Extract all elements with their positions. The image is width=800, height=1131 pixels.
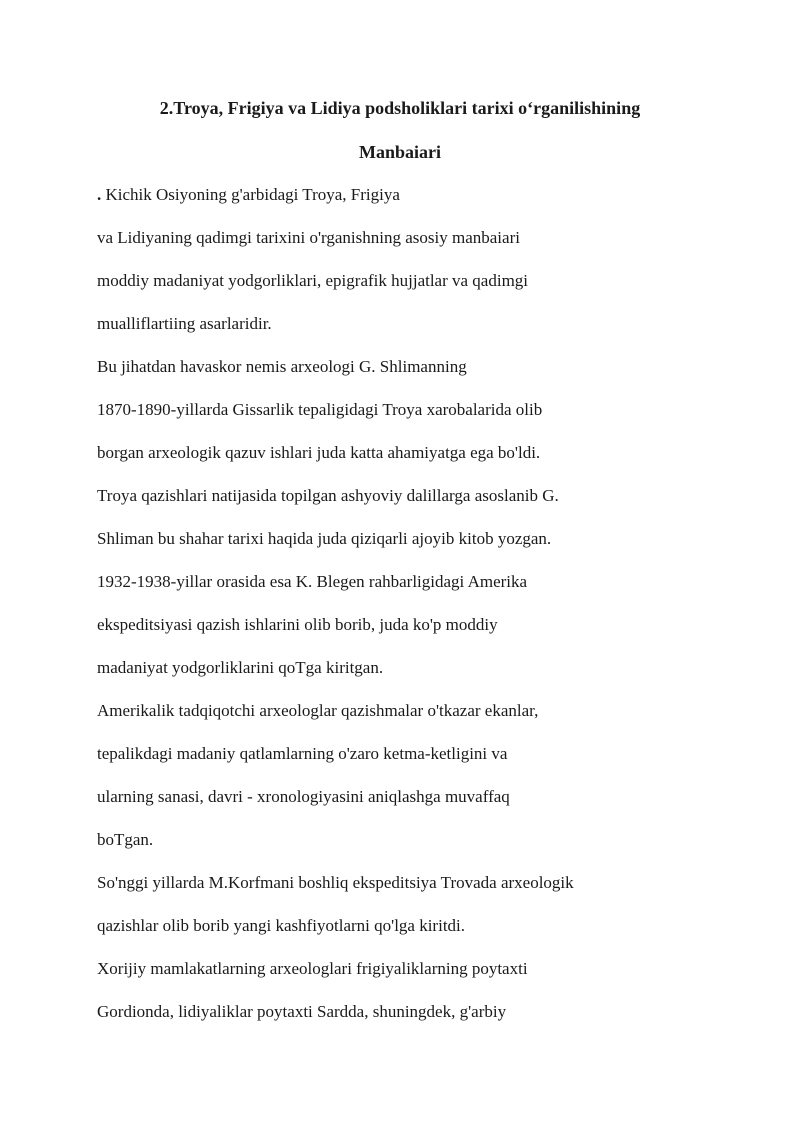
paragraph-line-14: tepalikdagi madaniy qatlamlarning o'zaro ketma-ketligini va	[97, 744, 508, 763]
paragraph-line-11: ekspeditsiyasi qazish ishlarini olib borib, juda ko'p moddiy	[97, 615, 498, 634]
document-title-line-1: 2.Troya, Frigiya va Lidiya podsholiklari tarixi o‘rganilishining	[159, 98, 641, 118]
paragraph-line-9: Shliman bu shahar tarixi haqida juda qiziqarli ajoyib kitob yozgan.	[97, 529, 552, 548]
paragraph-line-4: mualliflartiing asarlaridir.	[97, 314, 272, 333]
paragraph-line-1-text: Kichik Osiyoning g'arbidagi Troya, Frigiya	[101, 185, 400, 204]
paragraph-line-12: madaniyat yodgorliklarini qoTga kiritgan.	[97, 658, 384, 677]
document-title-line-2: Manbaiari	[358, 142, 441, 162]
lead-marker: .	[97, 185, 102, 204]
paragraph-line-5: Bu jihatdan havaskor nemis arxeologi G. Shlimanning	[97, 357, 467, 376]
paragraph-line-15: ularning sanasi, davri - xronologiyasini aniqlashga muvaffaq	[97, 787, 510, 806]
paragraph-line-17: So'nggi yillarda M.Korfmani boshliq ekspeditsiya Trovada arxeologik	[97, 873, 574, 892]
paragraph-line-2: va Lidiyaning qadimgi tarixini o'rganishning asosiy manbaiari	[97, 228, 520, 247]
paragraph-line-3: moddiy madaniyat yodgorliklari, epigrafik hujjatlar va qadimgi	[97, 271, 529, 290]
paragraph-line-1	[97, 184, 400, 206]
paragraph-line-10: 1932-1938-yillar orasida esa K. Blegen rahbarligidagi Amerika	[97, 572, 528, 591]
paragraph-line-13: Amerikalik tadqiqotchi arxeologlar qazishmalar o'tkazar ekanlar,	[97, 701, 539, 720]
paragraph-line-20: Gordionda, lidiyaliklar poytaxti Sardda, shuningdek, g'arbiy	[97, 1002, 507, 1021]
paragraph-line-16: boTgan.	[97, 830, 154, 849]
paragraph-line-8: Troya qazishlari natijasida topilgan ashyoviy dalillarga asoslanib G.	[97, 486, 559, 505]
paragraph-line-6: 1870-1890-yillarda Gissarlik tepaligidagi Troya xarobalarida olib	[97, 400, 543, 419]
paragraph-line-19: Xorijiy mamlakatlarning arxeologlari frigiyaliklarning poytaxti	[97, 959, 528, 978]
paragraph-line-7: borgan arxeologik qazuv ishlari juda katta ahamiyatga ega bo'ldi.	[97, 443, 541, 462]
paragraph-line-18: qazishlar olib borib yangi kashfiyotlarni qo'lga kiritdi.	[97, 916, 466, 935]
